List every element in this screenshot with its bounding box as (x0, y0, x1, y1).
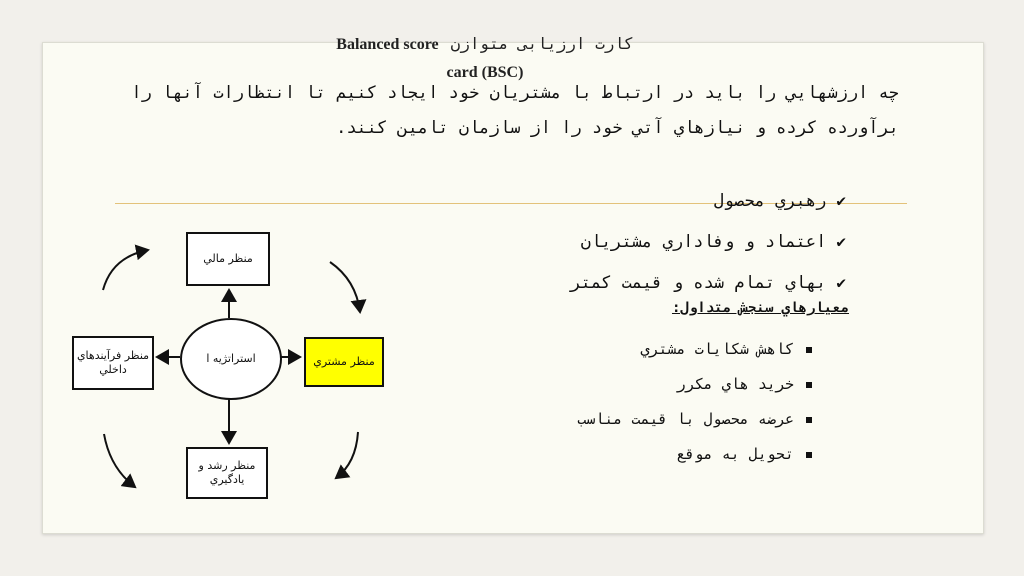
learning-growth-box: منظر رشد و يادگيري (186, 447, 268, 499)
internal-process-box: منظر فرآيندهاي داخلي (72, 336, 154, 390)
check-item-label: رهبري محصول (713, 191, 827, 211)
measure-label: عرضه محصول با قيمت مناسب (577, 410, 794, 428)
financial-perspective-box: منظر مالي (186, 232, 270, 286)
check-item-label: بهاي تمام شده و قيمت كمتر (570, 273, 827, 293)
title-persian: کارت ارزیابی متوازن (450, 34, 634, 53)
curved-arrow-top-right (330, 262, 360, 312)
title-english-line2: card (BSC) (446, 64, 524, 81)
check-icon: ✔ (836, 232, 849, 251)
curved-arrow-top-left (103, 250, 148, 290)
curved-arrow-bottom-left (104, 434, 135, 487)
check-icon: ✔ (836, 273, 849, 292)
title-english-line1: Balanced score (336, 36, 439, 53)
measure-label: خريد هاي مكرر (676, 375, 794, 393)
measure-label: تحويل به موقع (676, 445, 794, 463)
check-icon: ✔ (836, 191, 849, 210)
check-item-label: اعتماد و وفاداري مشتريان (580, 232, 827, 252)
customer-perspective-box: منظر مشتري (304, 337, 384, 387)
measure-label: كاهش شكايات مشتري (640, 340, 794, 358)
measures-heading: معيارهاي سنجش متداول: (671, 300, 849, 316)
curved-arrow-bottom-right (336, 432, 358, 478)
intro-paragraph: چه ارزشهايي را بايد در ارتباط با مشتريان خود ايجاد كنيم تا انتظارات آنها را برآورده كرده و نيازهاي آتي خود را از سازمان تامين كنند. (131, 83, 899, 138)
strategy-circle: استراتژيه ا (180, 318, 282, 400)
